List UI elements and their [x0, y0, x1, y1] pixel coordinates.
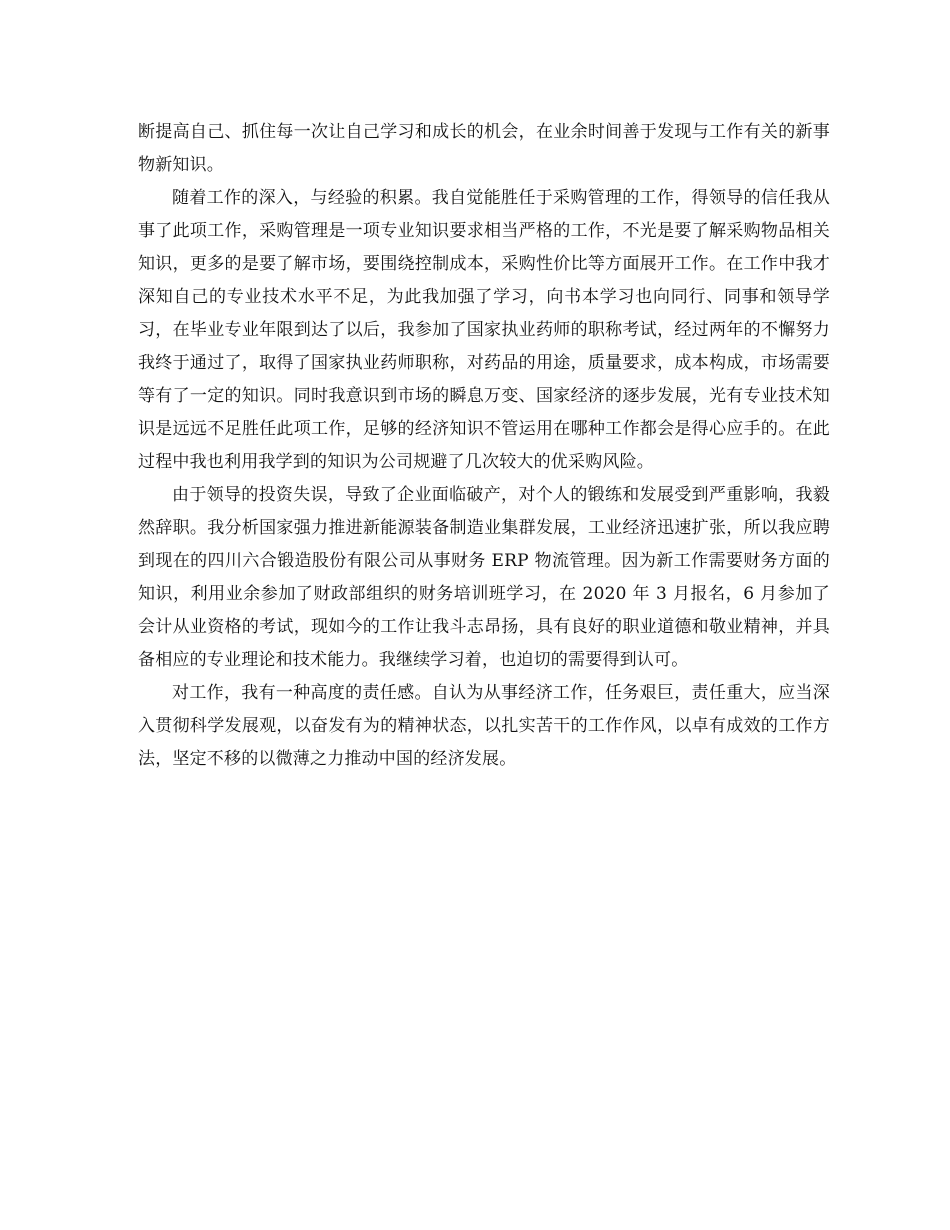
paragraph-responsibility: 对工作，我有一种高度的责任感。自认为从事经济工作，任务艰巨，责任重大，应当深入贯彻科学发展观，以奋发有为的精神状态，以扎实苦干的工作作风，以卓有成效的工作方法，坚定不移的以微薄之力推动中国的经济发展。 — [138, 683, 830, 769]
paragraph-career-change: 由于领导的投资失误，导致了企业面临破产，对个人的锻练和发展受到严重影响，我毅然辞职。我分析国家强力推进新能源装备制造业集群发展，工业经济迅速扩张，所以我应聘到现在的四川六合锻造股份有限公司从事财务 ERP 物流管理。因为新工作需要财务方面的知识，利用业余参加了财政部组织的财务培训班学习，在 2020 年 3 月报名，6 月参加了会计从业资格的考试，现如今的工作让我斗志昂扬，具有良好的职业道德和敬业精神，并具备相应的专业理论和技术能力。我继续学习着，也迫切的需要得到认可。 — [138, 485, 830, 670]
paragraph-continuation: 断提高自己、抓住每一次让自己学习和成长的机会，在业余时间善于发现与工作有关的新事物新知识。 — [138, 122, 830, 175]
paragraph-procurement-experience: 随着工作的深入，与经验的积累。我自觉能胜任于采购管理的工作，得领导的信任我从事了此项工作，采购管理是一项专业知识要求相当严格的工作，不光是要了解采购物品相关知识，更多的是要了解市场，要围绕控制成本，采购性价比等方面展开工作。在工作中我才深知自己的专业技术水平不足，为此我加强了学习，向书本学习也向同行、同事和领导学习，在毕业专业年限到达了以后，我参加了国家执业药师的职称考试，经过两年的不懈努力我终于通过了，取得了国家执业药师职称，对药品的用途，质量要求，成本构成，市场需要等有了一定的知识。同时我意识到市场的瞬息万变、国家经济的逐步发展，光有专业技术知识是远远不足胜任此项工作，足够的经济知识不管运用在哪种工作都会是得心应手的。在此过程中我也利用我学到的知识为公司规避了几次较大的优采购风险。 — [138, 188, 830, 472]
document-body — [138, 116, 830, 776]
